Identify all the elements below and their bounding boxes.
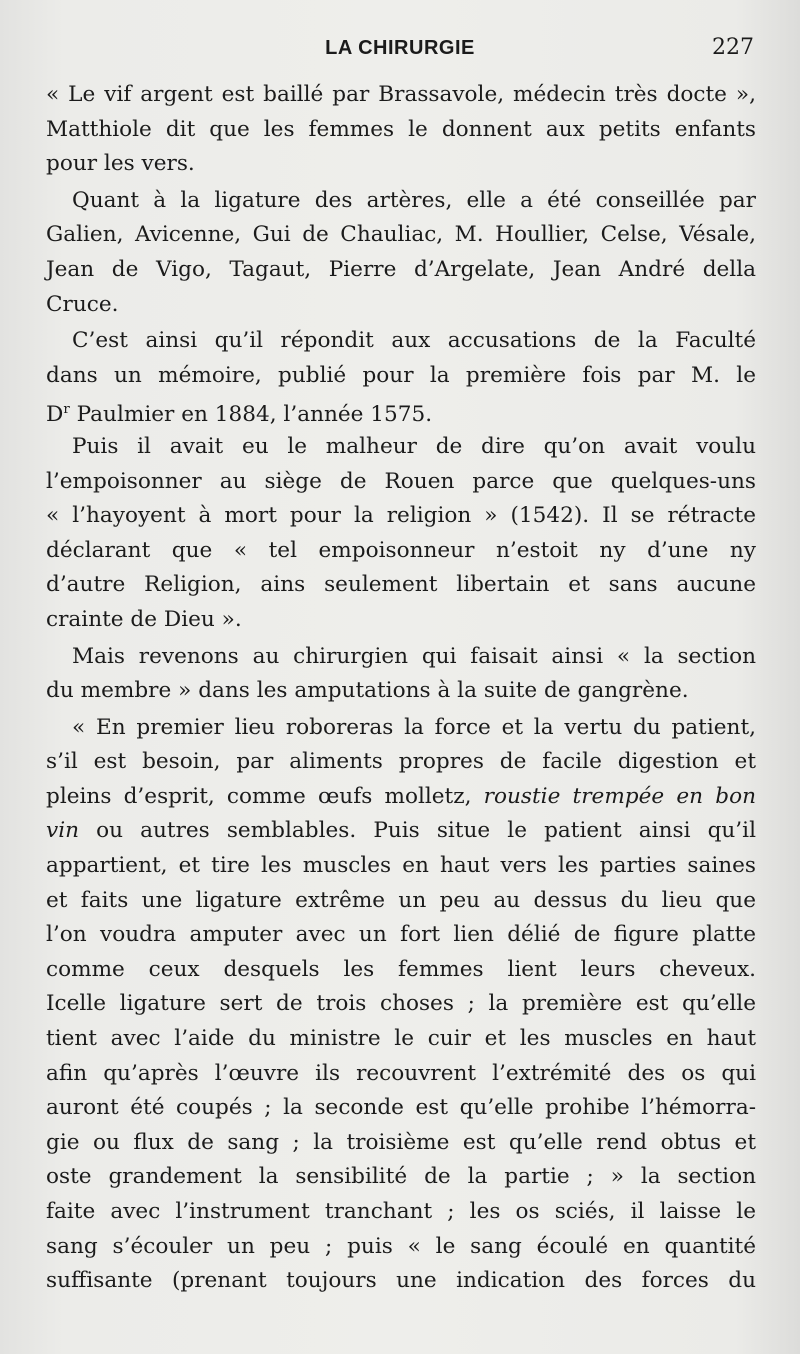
- text-line: « Le vif argent est baillé par Brassavole, médecin très docte »,: [46, 82, 756, 107]
- text-line: d’autre Religion, ains seulement libertain et sans aucune: [46, 572, 756, 598]
- running-head-title: LA CHIRURGIE: [325, 37, 475, 59]
- text-line: Matthiole dit que les femmes le donnent aux petits enfants: [46, 116, 756, 142]
- text-line: crainte de Dieu ».: [46, 606, 242, 632]
- text-line: « En premier lieu roboreras la force et la vertu du patient,: [72, 714, 756, 740]
- paragraph: [46, 430, 756, 638]
- paragraph: [46, 640, 756, 709]
- text-line: Quant à la ligature des artères, elle a été conseillée par: [72, 187, 756, 213]
- paragraph: [46, 78, 756, 182]
- text-line: vin ou autres semblables. Puis situe le patient ainsi qu’il: [46, 818, 756, 844]
- paragraph: [46, 324, 756, 428]
- text-line: afin qu’après l’œuvre ils recouvrent l’extrémité des os qui: [46, 1060, 756, 1086]
- text-line: suffisante (prenant toujours une indication des forces du: [46, 1268, 756, 1294]
- running-head: [0, 30, 800, 66]
- text-line: oste grandement la sensibilité de la partie ; » la section: [46, 1164, 756, 1190]
- text-line: pleins d’esprit, comme œufs molletz, roustie trempée en bon: [46, 783, 756, 809]
- text-line: C’est ainsi qu’il répondit aux accusations de la Faculté: [72, 328, 756, 354]
- text-line: faite avec l’instrument tranchant ; les os sciés, il laisse le: [46, 1199, 756, 1224]
- text-line: du membre » dans les amputations à la suite de gangrène.: [46, 678, 689, 704]
- text-line: « l’hayoyent à mort pour la religion » (1542). Il se rétracte: [46, 503, 756, 529]
- text-line: et faits une ligature extrême un peu au dessus du lieu que: [46, 887, 756, 913]
- text-line: l’empoisonner au siège de Rouen parce que quelques-uns: [46, 468, 756, 494]
- text-line: comme ceux desquels les femmes lient leurs cheveux.: [46, 956, 756, 982]
- text-line: tient avec l’aide du ministre le cuir et les muscles en haut: [46, 1026, 756, 1052]
- text-line: Galien, Avicenne, Gui de Chauliac, M. Houllier, Celse, Vésale,: [46, 222, 756, 248]
- text-line: s’il est besoin, par aliments propres de facile digestion et: [46, 749, 756, 775]
- text-line: $D^r$ Paulmier en 1884, l’année 1575.: [46, 402, 433, 428]
- text-line: Mais revenons au chirurgien qui faisait ainsi « la section: [72, 643, 756, 669]
- text-line: Cruce.: [46, 291, 119, 317]
- text-line: gie ou flux de sang ; la troisième est qu’elle rend obtus et: [46, 1129, 756, 1155]
- paragraph: [46, 184, 756, 322]
- text-line: dans un mémoire, publié pour la première fois par M. le: [46, 362, 756, 388]
- text-line: sang s’écouler un peu ; puis « le sang écoulé en quantité: [46, 1233, 756, 1259]
- body-text: [46, 78, 756, 1301]
- paragraph: [46, 711, 756, 1299]
- text-line: appartient, et tire les muscles en haut vers les parties saines: [46, 853, 756, 879]
- text-line: l’on voudra amputer avec un fort lien délié de figure platte: [46, 922, 756, 948]
- text-line: Icelle ligature sert de trois choses ; la première est qu’elle: [46, 991, 756, 1017]
- text-line: Jean de Vigo, Tagaut, Pierre d’Argelate, Jean André della: [46, 256, 756, 282]
- text-line: déclarant que « tel empoisonneur n’estoit ny d’une ny: [46, 537, 756, 563]
- text-line: auront été coupés ; la seconde est qu’elle prohibe l’hémorra-: [46, 1095, 756, 1121]
- text-line: Puis il avait eu le malheur de dire qu’on avait voulu: [72, 433, 756, 459]
- page-number: 227: [712, 35, 754, 60]
- text-line: pour les vers.: [46, 151, 195, 177]
